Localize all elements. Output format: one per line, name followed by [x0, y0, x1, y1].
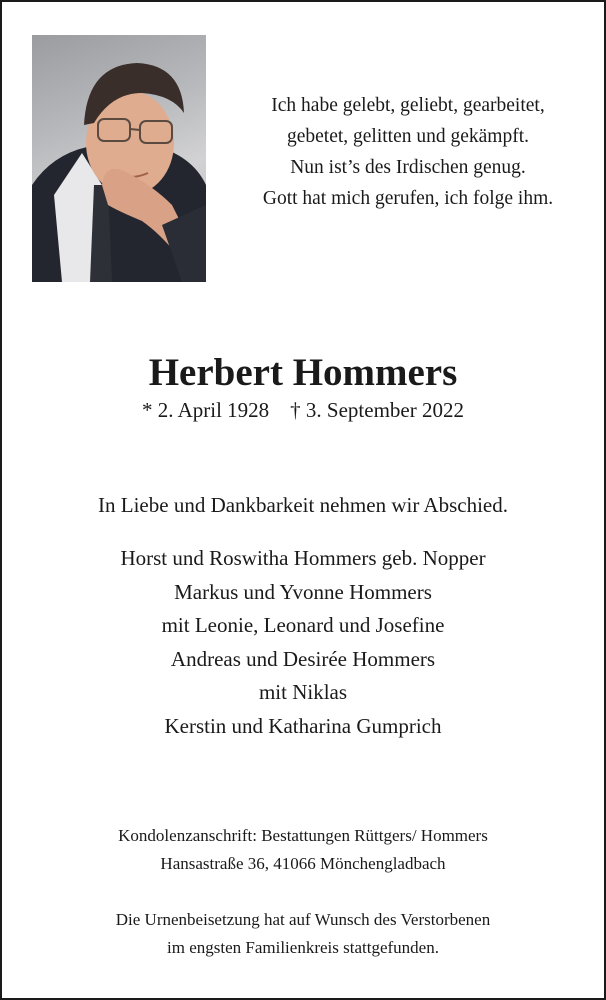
portrait-photo: [32, 35, 206, 282]
farewell-text: In Liebe und Dankbarkeit nehmen wir Abschied.: [98, 493, 508, 517]
poem: [212, 90, 604, 214]
family-line: Andreas und Desirée Hommers: [170, 646, 436, 671]
condolence-address: [2, 822, 604, 878]
contact-line: Hansastraße 36, 41066 Mönchengladbach: [160, 854, 446, 873]
family-line: Kerstin und Katharina Gumprich: [164, 713, 442, 738]
deceased-name: Herbert Hommers: [148, 351, 458, 394]
poem-line: Ich habe gelebt, geliebt, gearbeitet,: [271, 95, 545, 116]
note-line: Die Urnenbeisetzung hat auf Wunsch des Verstorbenen: [115, 910, 491, 929]
poem-line: Nun ist’s des Irdischen genug.: [290, 157, 526, 178]
poem-line: Gott hat mich gerufen, ich folge ihm.: [262, 188, 554, 209]
family-line: mit Leonie, Leonard und Josefine: [161, 613, 445, 637]
poem-line: gebetet, gelitten und gekämpft.: [286, 126, 530, 147]
family-list: [2, 542, 604, 743]
family-line: Markus und Yvonne Hommers: [174, 579, 432, 604]
contact-line: Kondolenzanschrift: Bestattungen Rüttgers/ Hommers: [118, 826, 488, 845]
portrait-illustration: [32, 35, 206, 282]
note-line: im engsten Familienkreis stattgefunden.: [167, 938, 439, 957]
family-line: mit Niklas: [258, 680, 348, 704]
family-line: Horst und Roswitha Hommers geb. Nopper: [120, 546, 486, 570]
life-dates: * 2. April 1928 † 3. September 2022: [142, 398, 464, 422]
burial-note: [2, 906, 604, 962]
